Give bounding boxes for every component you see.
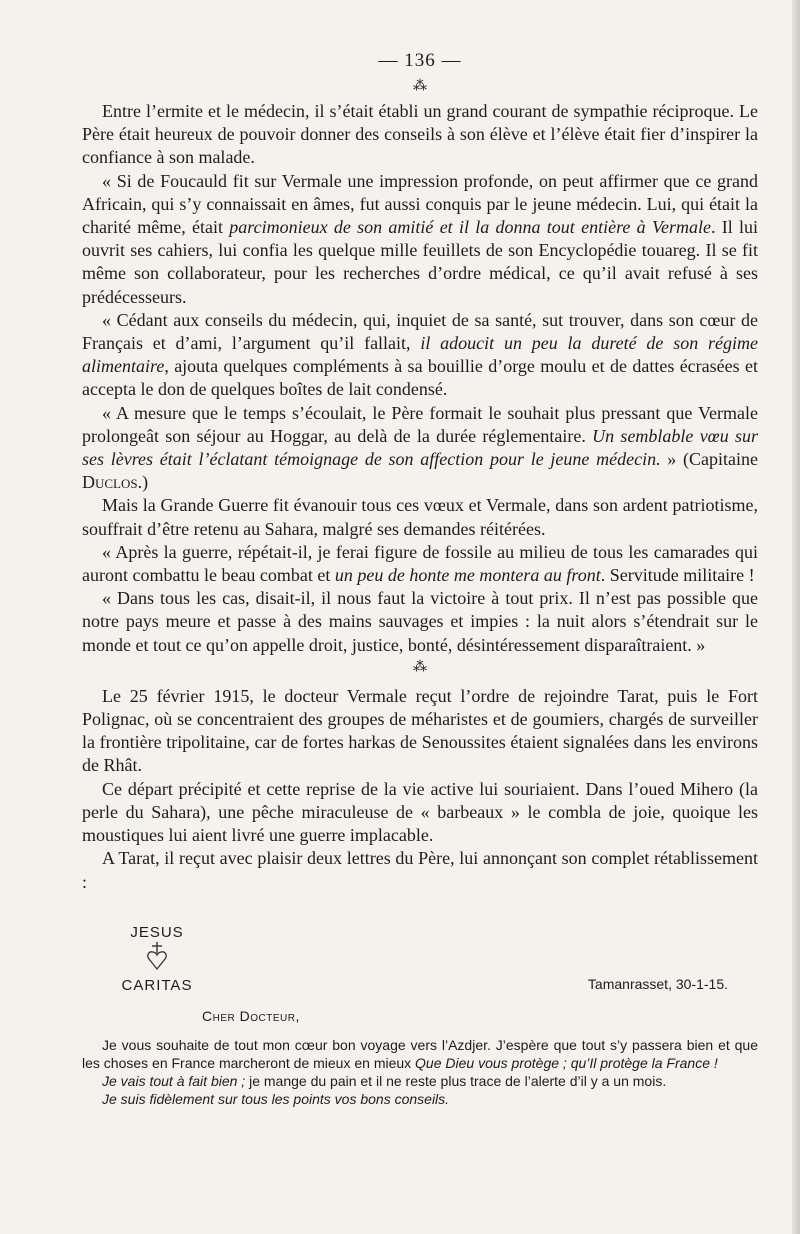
paragraph-7: « Dans tous les cas, disait-il, il nous faut la victoire à tout prix. Il n’est pas possible que notre pays meure et passe à des mains sauvages et impies : la nuit alors s’étendrait sur le monde et tout ce qu’on appelle droit, justice, bonté, désintéressement disparaîtraient. » <box>82 588 758 655</box>
book-page <box>82 50 758 1108</box>
letter-place-date: Tamanrasset, 30-1-15. <box>587 975 728 992</box>
letter-salutation: Cher Docteur, <box>202 1007 300 1024</box>
text-part2 <box>82 685 758 894</box>
paragraph-10: A Tarat, il reçut avec plaisir deux lettres du Père, lui annonçant son complet rétablissement : <box>82 848 758 892</box>
letter-body <box>82 1036 758 1108</box>
letter-line-1: Je vous souhaite de tout mon cœur bon voyage vers l’Azdjer. J’espère que tout s’y passera bien et que les choses en France marcheront de mieux en mieux Que Dieu vous protège ; qu’Il protège la France ! <box>82 1036 758 1071</box>
jesus-caritas-emblem <box>102 924 212 994</box>
paragraph-9: Ce départ précipité et cette reprise de la vie active lui souriaient. Dans l’oued Mihero (la perle du Sahara), une pêche miraculeuse de « barbeaux » le combla de joie, quoique les moustiques lui aient livré une guerre implacable. <box>82 778 758 846</box>
caritas-label: CARITAS <box>121 976 193 994</box>
heart-cross-icon <box>102 941 212 977</box>
paragraph-6: « Après la guerre, répétait-il, je ferai figure de fossile au milieu de tous les camarades qui auront combattu le beau combat et un peu de honte me montera au front. Servitude militaire ! <box>82 541 758 586</box>
section-break-middle: ⁂ <box>413 659 427 675</box>
heart-cross-svg <box>145 941 169 971</box>
paragraph-1: Entre l’ermite et le médecin, il s’était établi un grand courant de sympathie réciproque. Le Père était heureux de pouvoir donner des conseils à son élève et l’élève était fier d’inspirer la confiance à son malade. <box>82 101 758 168</box>
paragraph-4: « A mesure que le temps s’écoulait, le Père formait le souhait plus pressant que Vermale prolongeât son séjour au Hoggar, au delà de la durée réglementaire. Un semblable vœu sur ses lèvres était l’éclatant témoignage de son affection pour le jeune médecin. » (Capitaine Duclos.) <box>82 402 758 493</box>
paragraph-2: « Si de Foucauld fit sur Vermale une impression profonde, on peut affirmer que ce grand Africain, qui s’y connaissait en âmes, fut aussi conquis par le jeune médecin. Lui, qui était la charité même, était parcimonieux de son amitié et il la donna tout entière à Vermale. Il lui ouvrit ses cahiers, lui confia les quelque mille feuillets de son Encyclopédie touareg. Il se fit même son collaborateur, pour les recherches d’ordre médical, ce qu’il avait refusé à ses prédécesseurs. <box>82 170 759 307</box>
letter-line-3: Je suis fidèlement sur tous les points vos bons conseils. <box>102 1090 450 1107</box>
page-edge <box>792 0 800 1234</box>
text-part1 <box>82 100 758 657</box>
quoted-letter <box>82 924 758 1108</box>
paragraph-3: « Cédant aux conseils du médecin, qui, inquiet de sa santé, sut trouver, dans son cœur de Français et d’ami, l’argument qu’il fallait, il adoucit un peu la dureté de son régime alimentaire, ajouta quelques compléments à sa bouillie d’orge moulu et de dattes écrasées et accepta le don de quelques boîtes de lait condensé. <box>82 309 759 400</box>
jesus-label: JESUS <box>130 923 184 941</box>
paragraph-8: Le 25 février 1915, le docteur Vermale reçut l’ordre de rejoindre Tarat, puis le Fort Polignac, où se concentraient des groupes de méharistes et de goumiers, chargés de surveiller la frontière tripolitaine, car de fortes harkas de Senoussites étaient signalées dans les environs de Rhât. <box>82 685 758 776</box>
letter-line-2: Je vais tout à fait bien ; je mange du pain et il ne reste plus trace de l’alerte d’il y a un mois. <box>102 1072 667 1089</box>
page-number: — 136 — <box>378 50 462 71</box>
paragraph-5: Mais la Grande Guerre fit évanouir tous ces vœux et Vermale, dans son ardent patriotisme, souffrait d’être retenu au Sahara, malgré ses demandes réitérées. <box>82 495 758 539</box>
section-break-top: ⁂ <box>413 79 427 94</box>
